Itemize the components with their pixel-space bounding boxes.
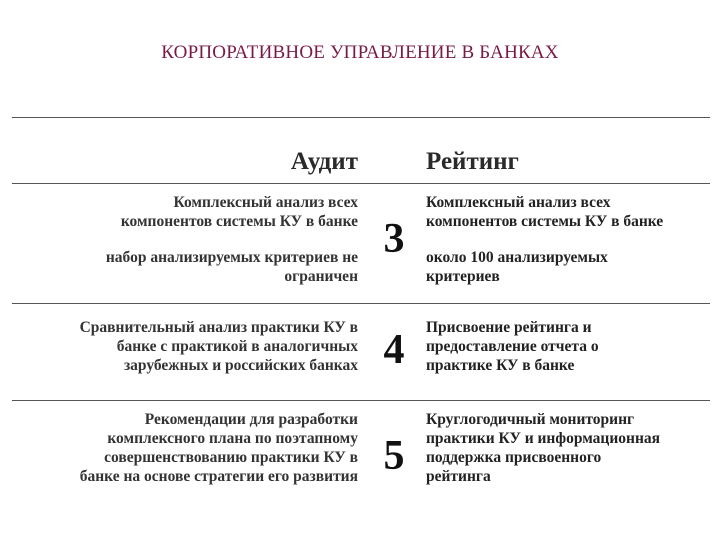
text-line: набор анализируемых критериев не xyxy=(105,249,358,266)
text-line: компонентов системы КУ в банке xyxy=(120,213,358,230)
text-line: рейтинга xyxy=(426,468,491,485)
text-line: около 100 анализируемых xyxy=(426,249,608,266)
text-line: банке на основе стратегии его развития xyxy=(79,468,358,485)
rating-cell-3-criteria xyxy=(426,248,608,286)
column-header-audit: Аудит xyxy=(290,148,358,175)
text-line: Рекомендации для разработки xyxy=(144,411,358,428)
audit-cell-4 xyxy=(80,318,358,375)
text-line: совершенствованию практики КУ в xyxy=(104,449,358,466)
divider xyxy=(12,117,710,118)
audit-cell-3 xyxy=(121,193,358,231)
text-line: Комплексный анализ всех xyxy=(426,194,611,211)
audit-cell-3-criteria xyxy=(106,248,358,286)
text-line: Сравнительный анализ практики КУ в xyxy=(79,319,358,336)
text-line: банке с практикой в аналогичных xyxy=(116,338,358,355)
text-line: компонентов системы КУ в банке xyxy=(426,213,664,230)
text-line: Присвоение рейтинга и xyxy=(426,319,592,336)
text-line: Комплексный анализ всех xyxy=(173,194,358,211)
text-line: критериев xyxy=(426,268,500,285)
text-line: практике КУ в банке xyxy=(426,357,575,374)
row-number-4: 4 xyxy=(383,327,405,373)
text-line: зарубежных и российских банках xyxy=(123,357,358,374)
text-line: предоставление отчета о xyxy=(426,338,599,355)
rating-cell-3 xyxy=(426,193,663,231)
rating-cell-5 xyxy=(426,410,660,486)
row-number-5: 5 xyxy=(383,433,405,479)
divider xyxy=(12,400,710,401)
page-title: КОРПОРАТИВНОЕ УПРАВЛЕНИЕ В БАНКАХ xyxy=(161,42,559,63)
text-line: поддержка присвоенного xyxy=(426,449,602,466)
text-line: практики КУ и информационная xyxy=(426,430,661,447)
text-line: комплексного плана по поэтапному xyxy=(107,430,358,447)
text-line: ограничен xyxy=(284,268,358,285)
divider xyxy=(12,303,710,304)
rating-cell-4 xyxy=(426,318,599,375)
text-line: Круглогодичный мониторинг xyxy=(426,411,635,428)
divider xyxy=(12,183,710,184)
column-header-rating: Рейтинг xyxy=(426,148,519,175)
audit-cell-5 xyxy=(80,410,358,486)
row-number-3: 3 xyxy=(383,216,405,262)
